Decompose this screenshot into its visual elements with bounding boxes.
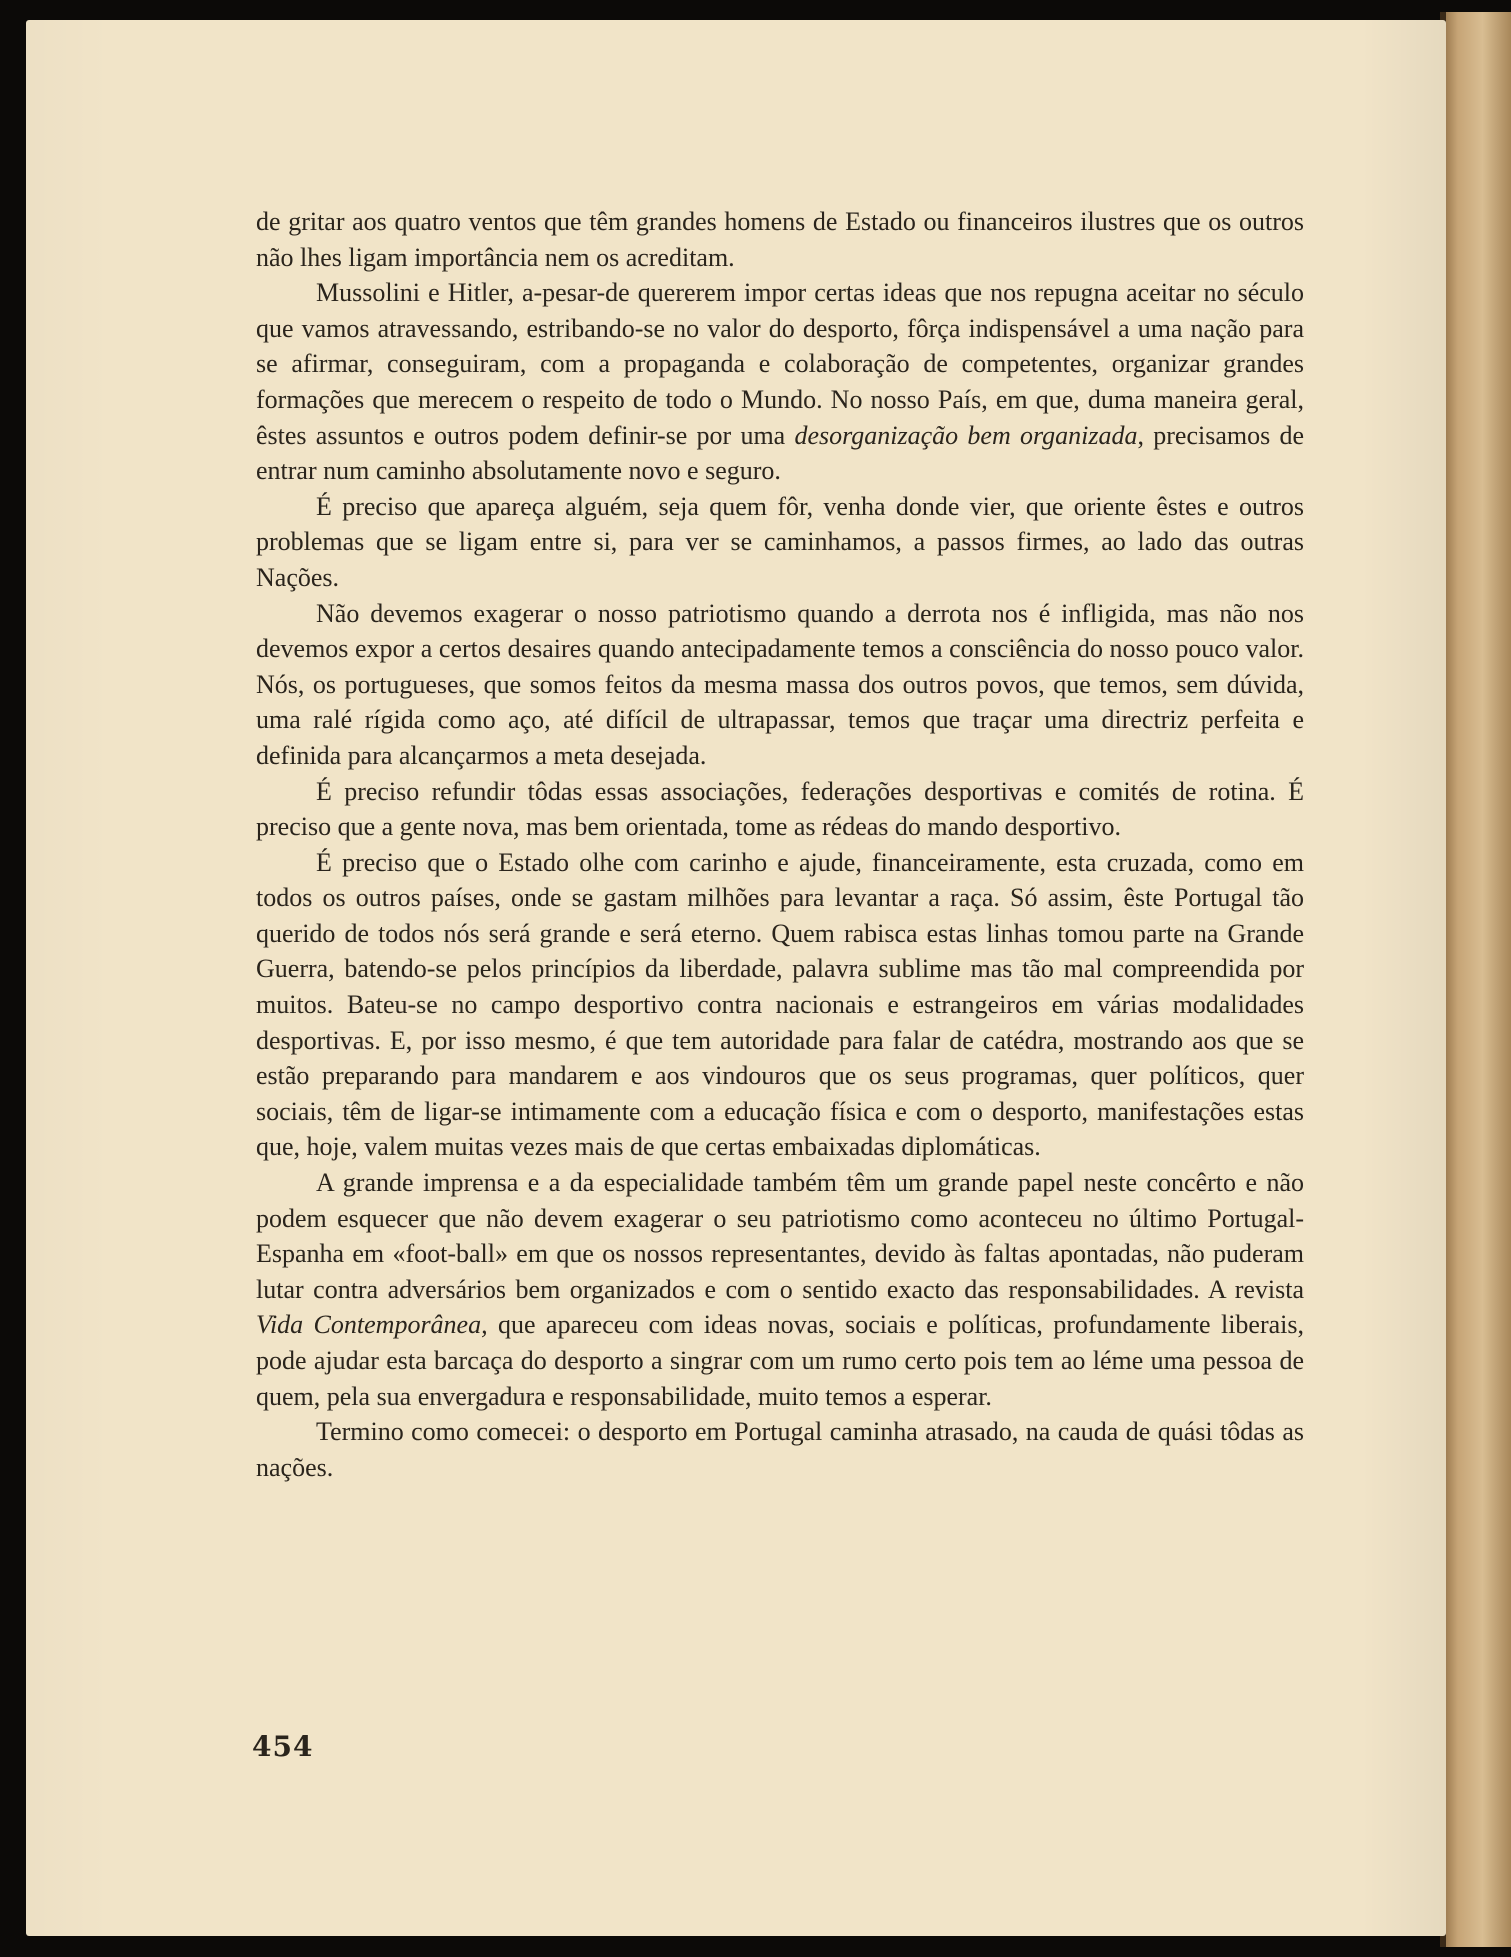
paragraph-8-text: Termino como comecei: o desporto em Portugal caminha atrasado, na cauda de quási tôdas as nações. xyxy=(256,1417,1304,1482)
body-text xyxy=(256,204,1304,1485)
page-number: 454 xyxy=(252,1730,314,1763)
paragraph-1-text: de gritar aos quatro ventos que têm grandes homens de Estado ou financeiros ilustres que os outros não lhes ligam importância nem os acreditam. xyxy=(256,207,1304,272)
paragraph-7-text-b: que apareceu com ideas novas, sociais e políticas, profundamente liberais, pode ajudar esta barcaça do desporto a singrar com um rumo certo pois tem ao léme uma pessoa de quem, pela sua envergadura e responsabilidade, muito temos a esperar. xyxy=(256,1310,1304,1411)
paragraph-3-text: É preciso que apareça alguém, seja quem fôr, venha donde vier, que oriente êstes e outros problemas que se ligam entre si, para ver se caminhamos, a passos firmes, ao lado das outras Nações. xyxy=(256,491,1304,592)
paragraph-2 xyxy=(256,275,1304,489)
adjacent-page-edge xyxy=(1440,12,1511,1947)
paragraph-2-italic-phrase: desorganização bem organizada xyxy=(794,420,1138,450)
paragraph-6-text: É preciso que o Estado olhe com carinho e ajude, financeiramente, esta cruzada, como em todos os outros países, onde se gastam milhões para levantar a raça. Só assim, êste Portugal tão querido de todos nós será grande e será eterno. Quem rabisca estas linhas tomou parte na Grande Guerra, batendo-se pelos princípios da liberdade, palavra sublime mas tão mal compreendida por muitos. Bateu-se no campo desportivo contra nacionais e estrangeiros em várias modalidades desportivas. E, por isso mesmo, é que tem autoridade para falar de catédra, mostrando aos que se estão preparando para mandarem e aos vindouros que os seus programas, quer políticos, quer sociais, têm de ligar-se intimamente com a educação física e com o desporto, manifestações estas que, hoje, valem muitas vezes mais de que certas embaixadas diplomáticas. xyxy=(256,847,1304,1162)
paragraph-2-text-a: Mussolini e Hitler, a-pesar-de quererem impor certas ideas que nos repugna aceitar no século que vamos atravessando, estribando-se no valor do desporto, fôrça indispensável a uma nação para se afirmar, conseguiram, com a propaganda e colaboração de competentes, organizar grandes formações que merecem o respeito de todo o Mundo. No nosso País, em que, duma maneira geral, êstes assuntos e outros podem definir-se por uma xyxy=(256,278,1304,450)
paragraph-4-text: Não devemos exagerar o nosso patriotismo quando a derrota nos é infligida, mas não nos devemos expor a certos desaires quando antecipadamente temos a consciência do nosso pouco valor. Nós, os portugueses, que somos feitos da mesma massa dos outros povos, que temos, sem dúvida, uma ralé rígida como aço, até difícil de ultrapassar, temos que traçar uma directriz perfeita e definida para alcançarmos a meta desejada. xyxy=(256,598,1304,770)
paragraph-8 xyxy=(256,1414,1304,1485)
paragraph-7-text-a: A grande imprensa e a da especialidade também têm um grande papel neste concêrto e não podem esquecer que não devem exagerar o seu patriotismo como aconteceu no último Portugal-Espanha em «foot-ball» em que os nossos representantes, devido às faltas apontadas, não puderam lutar contra adversários bem organizados e com o sentido exacto das responsabilidades. A revista xyxy=(256,1168,1304,1304)
paragraph-5-text: É preciso refundir tôdas essas associações, federações desportivas e comités de rotina. É preciso que a gente nova, mas bem orientada, tome as rédeas do mando desportivo. xyxy=(256,776,1304,842)
paragraph-2-text-b: , precisamos de entrar num caminho absolutamente novo e seguro. xyxy=(256,420,1304,486)
paragraph-4 xyxy=(256,596,1304,774)
paragraph-7 xyxy=(256,1165,1304,1414)
paragraph-6 xyxy=(256,845,1304,1165)
paragraph-7-magazine-title: Vida Contemporânea, xyxy=(256,1310,488,1340)
paragraph-3 xyxy=(256,489,1304,596)
paragraph-5 xyxy=(256,774,1304,845)
paragraph-1 xyxy=(256,204,1304,275)
